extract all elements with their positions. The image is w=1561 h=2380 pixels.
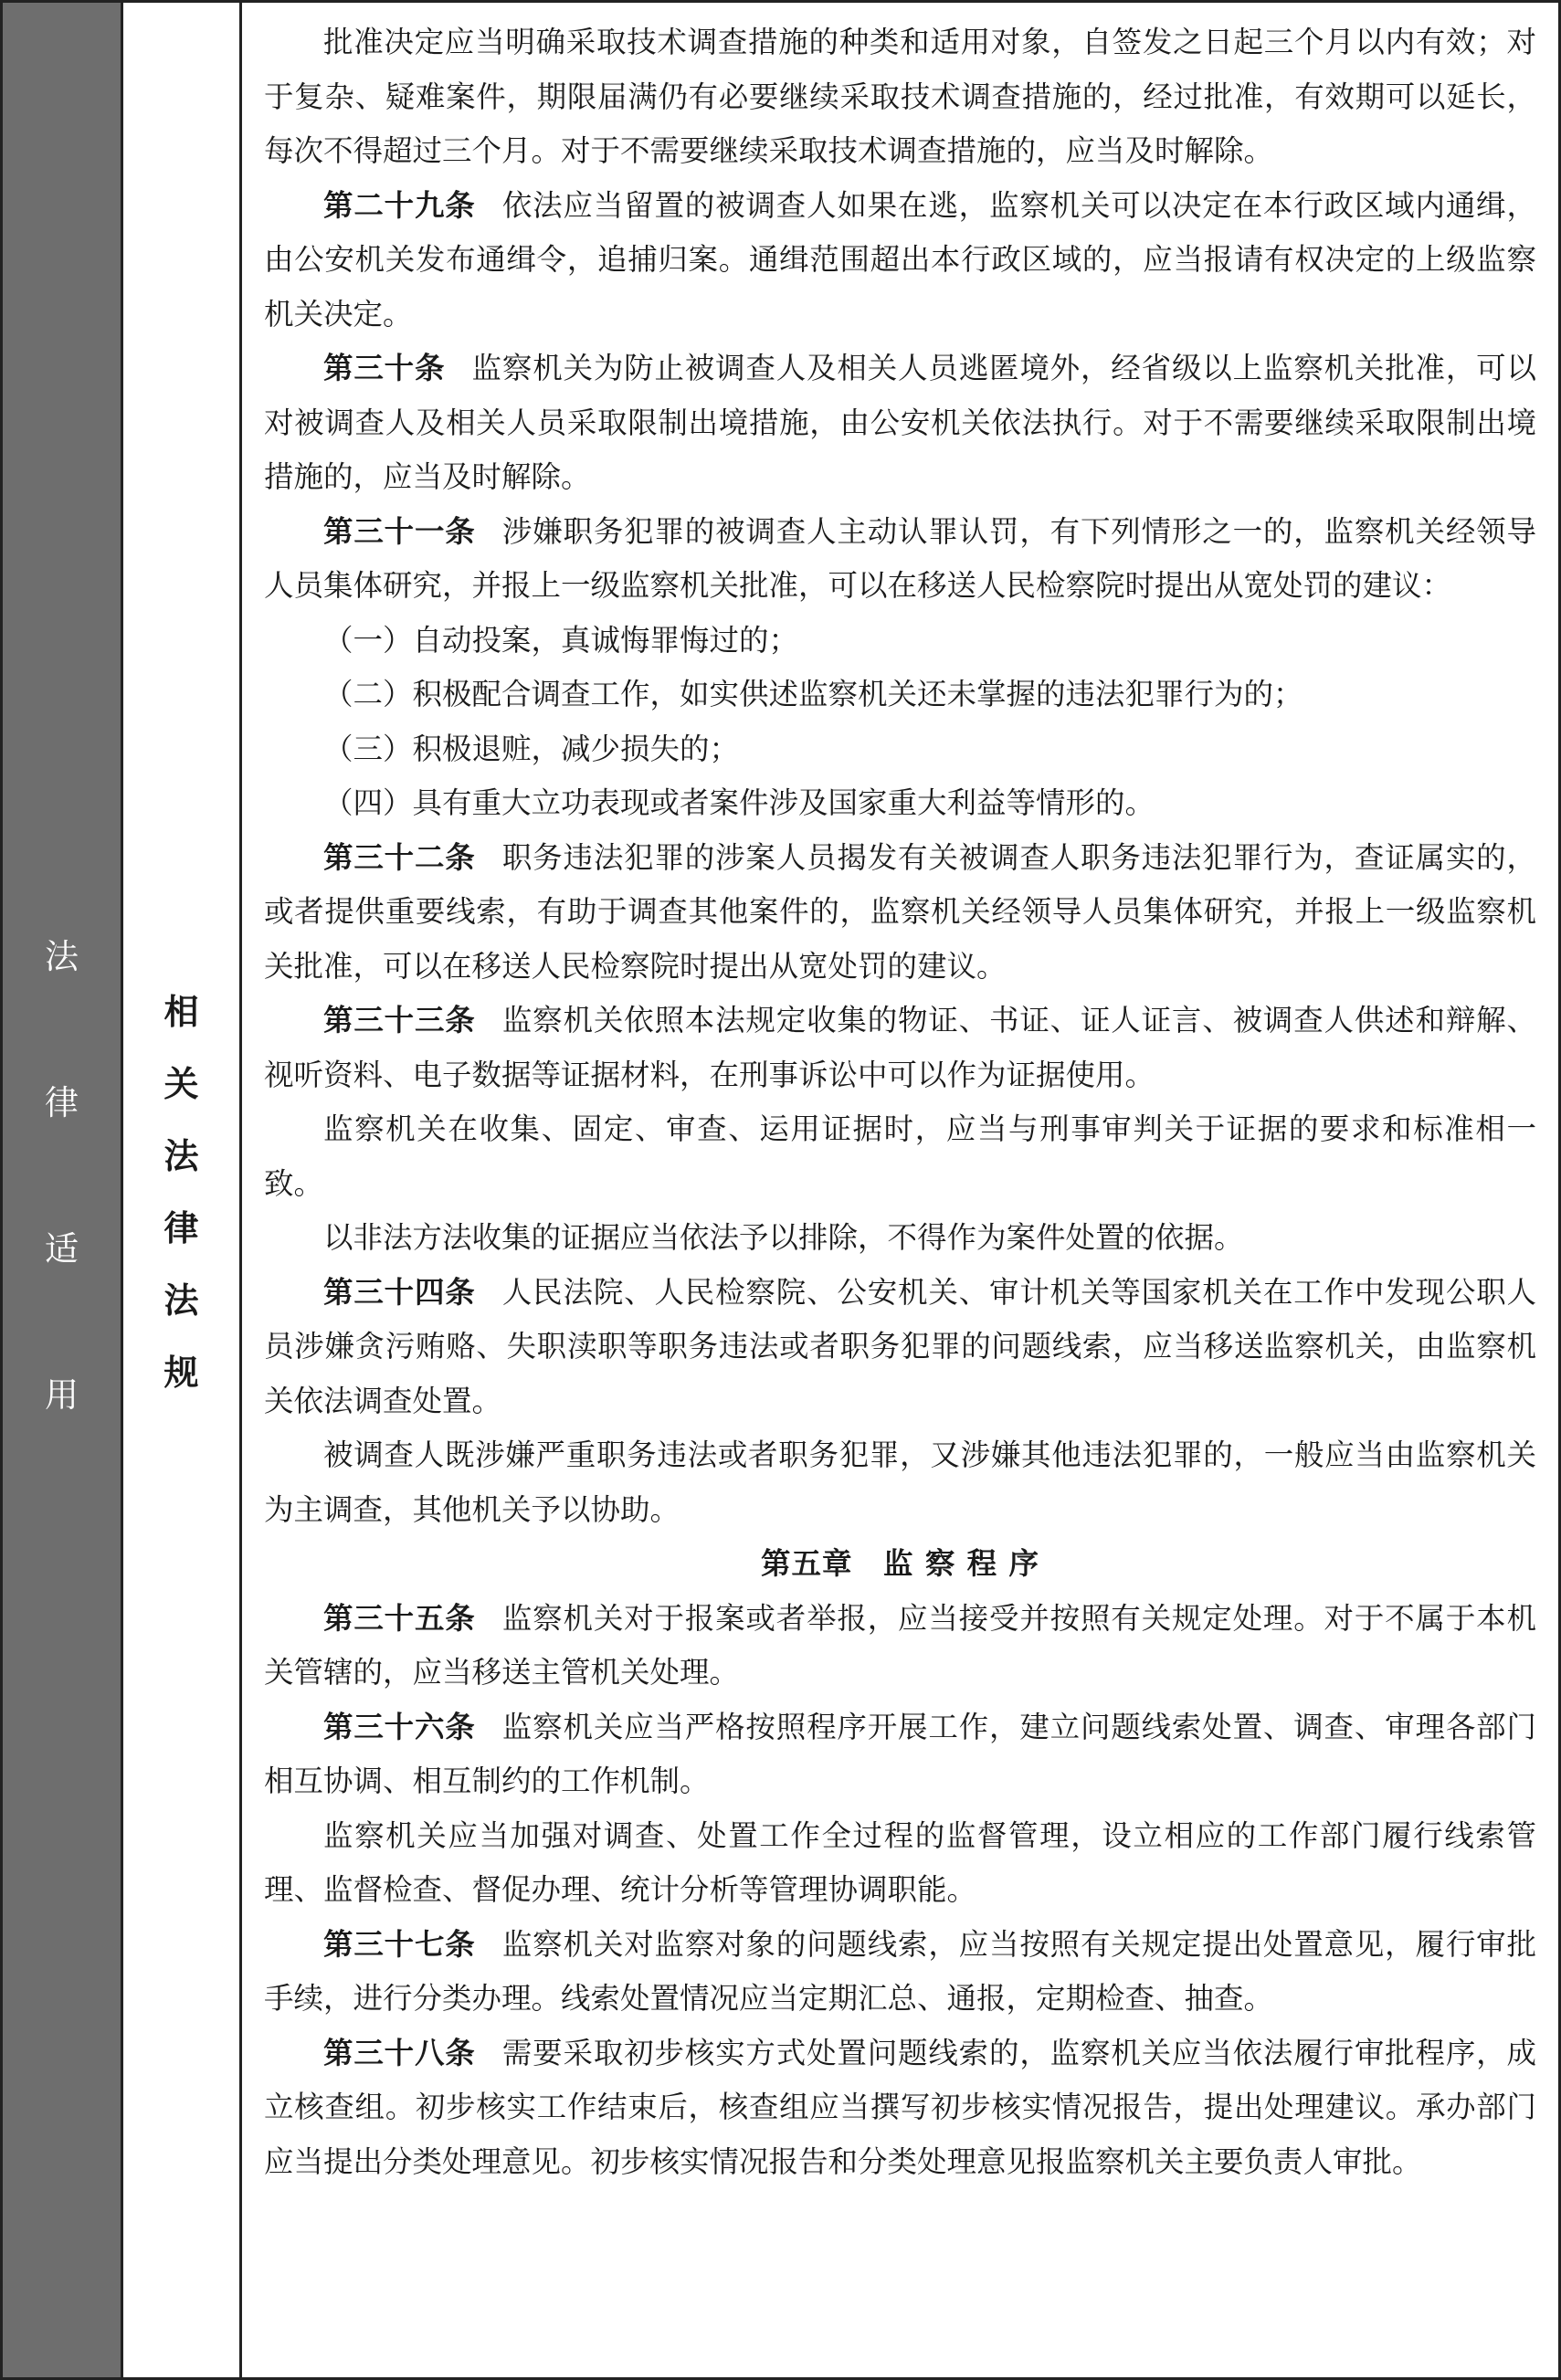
section-char: 法 bbox=[45, 937, 79, 976]
article-paragraph bbox=[264, 1266, 1536, 1429]
subsection-char: 法 bbox=[163, 1136, 199, 1176]
article-paragraph bbox=[264, 179, 1536, 342]
article-paragraph bbox=[264, 831, 1536, 995]
subsection-char: 法 bbox=[163, 1280, 199, 1321]
section-column bbox=[3, 3, 123, 2377]
text-paragraph bbox=[264, 1211, 1536, 1266]
article-number: 第三十六条 bbox=[323, 1709, 476, 1744]
article-paragraph bbox=[264, 1701, 1536, 1809]
text-paragraph bbox=[264, 722, 1536, 777]
subsection-label bbox=[123, 991, 239, 1424]
article-number: 第三十条 bbox=[323, 351, 446, 385]
text-paragraph bbox=[264, 614, 1536, 669]
paragraph-text: （四）具有重大立功表现或者案件涉及国家重大利益等情形的。 bbox=[323, 785, 1155, 820]
paragraph-text: 人民法院、人民检察院、公安机关、审计机关等国家机关在工作中发现公职人员涉嫌贪污贿赂、失职渎职等职务违法或者职务犯罪的问题线索，应当移送监察机关，由监察机关依法调查处置。 bbox=[264, 1274, 1536, 1418]
section-char: 适 bbox=[45, 1229, 79, 1269]
section-label bbox=[3, 939, 121, 1523]
section-char: 用 bbox=[45, 1375, 79, 1415]
subsection-char: 规 bbox=[163, 1353, 199, 1393]
paragraph-text: 监察机关应当严格按照程序开展工作，建立问题线索处置、调查、审理各部门相互协调、相互制约的工作机制。 bbox=[264, 1709, 1536, 1798]
text-paragraph bbox=[264, 1102, 1536, 1211]
paragraph-text: （一）自动投案，真诚悔罪悔过的； bbox=[323, 622, 799, 658]
paragraph-text: 职务违法犯罪的涉案人员揭发有关被调查人职务违法犯罪行为，查证属实的，或者提供重要线索，有助于调查其他案件的，监察机关经领导人员集体研究，并报上一级监察机关批准，可以在移送人民检察院时提出从宽处罚的建议。 bbox=[264, 839, 1536, 984]
article-number: 第二十九条 bbox=[323, 187, 476, 223]
subsection-char: 关 bbox=[163, 1064, 199, 1104]
paragraph-text: 监察机关对监察对象的问题线索，应当按照有关规定提出处置意见，履行审批手续，进行分类办理。线索处置情况应当定期汇总、通报，定期检查、抽查。 bbox=[264, 1926, 1536, 2016]
paragraph-text: 监察机关依照本法规定收集的物证、书证、证人证言、被调查人供述和辩解、视听资料、电子数据等证据材料，在刑事诉讼中可以作为证据使用。 bbox=[264, 1003, 1536, 1092]
article-number: 第三十一条 bbox=[323, 513, 476, 549]
text-paragraph bbox=[264, 776, 1536, 831]
article-number: 第三十八条 bbox=[323, 2035, 476, 2070]
subsection-char: 律 bbox=[163, 1208, 199, 1248]
article-number: 第三十七条 bbox=[323, 1926, 476, 1962]
paragraph-text: 被调查人既涉嫌严重职务违法或者职务犯罪，又涉嫌其他违法犯罪的，一般应当由监察机关为主调查，其他机关予以协助。 bbox=[264, 1437, 1536, 1527]
article-paragraph bbox=[264, 994, 1536, 1102]
paragraph-text: 监察机关应当加强对调查、处置工作全过程的监督管理，设立相应的工作部门履行线索管理、监督检查、督促办理、统计分析等管理协调职能。 bbox=[264, 1817, 1536, 1907]
paragraph-text: 监察机关在收集、固定、审查、运用证据时，应当与刑事审判关于证据的要求和标准相一致。 bbox=[264, 1111, 1536, 1201]
paragraph-text: 监察机关对于报案或者举报，应当接受并按照有关规定处理。对于不属于本机关管辖的，应当移送主管机关处理。 bbox=[264, 1600, 1536, 1690]
paragraph-text: （二）积极配合调查工作，如实供述监察机关还未掌握的违法犯罪行为的； bbox=[323, 677, 1303, 711]
paragraph-text: 依法应当留置的被调查人如果在逃，监察机关可以决定在本行政区域内通缉，由公安机关发布通缉令，追捕归案。通缉范围超出本行政区域的，应当报请有权决定的上级监察机关决定。 bbox=[264, 187, 1536, 332]
law-text-content bbox=[242, 3, 1558, 2377]
article-paragraph bbox=[264, 342, 1536, 505]
paragraph-text: 需要采取初步核实方式处置问题线索的，监察机关应当依法履行审批程序，成立核查组。初步核实工作结束后，核查组应当撰写初步核实情况报告，提出处理建议。承办部门应当提出分类处理意见。初步核实情况报告和分类处理意见报监察机关主要负责人审批。 bbox=[264, 2035, 1536, 2179]
article-paragraph bbox=[264, 2027, 1536, 2190]
subsection-char: 相 bbox=[163, 992, 199, 1032]
section-char: 律 bbox=[45, 1083, 79, 1122]
paragraph-text: （三）积极退赃，减少损失的； bbox=[323, 731, 740, 766]
paragraph-text: 以非法方法收集的证据应当依法予以排除，不得作为案件处置的依据。 bbox=[323, 1220, 1244, 1255]
paragraph-text: 监察机关为防止被调查人及相关人员逃匿境外，经省级以上监察机关批准，可以对被调查人及相关人员采取限制出境措施，由公安机关依法执行。对于不需要继续采取限制出境措施的，应当及时解除。 bbox=[264, 351, 1536, 494]
article-number: 第三十三条 bbox=[323, 1003, 476, 1037]
article-paragraph bbox=[264, 1592, 1536, 1701]
text-paragraph bbox=[264, 1428, 1536, 1537]
paragraph-text: 涉嫌职务犯罪的被调查人主动认罪认罚，有下列情形之一的，监察机关经领导人员集体研究，并报上一级监察机关批准，可以在移送人民检察院时提出从宽处罚的建议： bbox=[264, 513, 1536, 603]
article-number: 第三十二条 bbox=[323, 839, 476, 875]
text-paragraph bbox=[264, 16, 1536, 179]
article-paragraph bbox=[264, 505, 1536, 614]
article-paragraph bbox=[264, 1918, 1536, 2027]
paragraph-text: 批准决定应当明确采取技术调查措施的种类和适用对象，自签发之日起三个月以内有效；对于复杂、疑难案件，期限届满仍有必要继续采取技术调查措施的，经过批准，有效期可以延长，每次不得超过三个月。对于不需要继续采取技术调查措施的，应当及时解除。 bbox=[264, 25, 1536, 168]
article-number: 第三十五条 bbox=[323, 1600, 476, 1636]
subsection-column bbox=[123, 3, 242, 2377]
chapter-heading: 第五章 监 察 程 序 bbox=[761, 1546, 1039, 1581]
text-paragraph bbox=[264, 668, 1536, 722]
text-paragraph bbox=[264, 1809, 1536, 1918]
article-number: 第三十四条 bbox=[323, 1274, 476, 1310]
